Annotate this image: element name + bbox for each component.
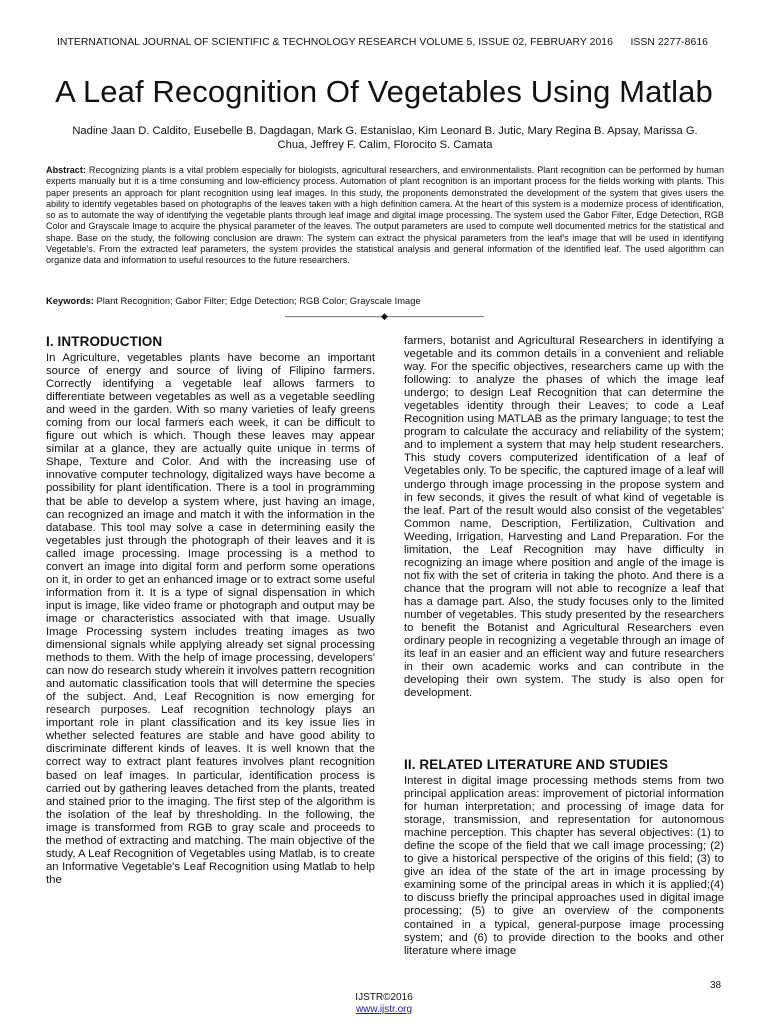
abstract-label: Abstract:	[46, 165, 86, 175]
abstract-text: Recognizing plants is a vital problem especially for biologists, agricultural researchers, and environmentalists. Plant recognition can be performed by human experts manually but it is a time consuming and low-efficiency process. Automation of plant recognition is an important process for the fields working with plants. This paper presents an approach for plant recognition using leaf images. In this study, the proponents demonstrated the development of the system that gives users the ability to identify vegetables based on photographs of the leaves taken with a high definition camera. At the heart of this system is a modernize process of identification, so as to automate the way of identifying the vegetable plants through leaf image and digital image processing. The system used the Gabor Filter, Edge Detection, RGB Color and Grayscale Image to acquire the physical parameter of the leaves. The output parameters are used to compute well documented metrics for the statistical and shape. Base on the study, the following conclusion are drawn: The system can extract the physical parameters from the leaf's image that will be used in identifying Vegetable's. From the extracted leaf parameters, the system provides the statistical analysis and general information of the identified leaf. The used algorithm can organize data and information to useful resources to the future researchers.	[46, 165, 724, 266]
author-list: Nadine Jaan D. Caldito, Eusebelle B. Dagdagan, Mark G. Estanislao, Kim Leonard B. Jutic, Mary Regina B. Apsay, Marissa G. Chua, Jeffrey F. Calim, Florocito S. Camata	[72, 125, 698, 151]
related-literature-text: Interest in digital image processing methods stems from two principal application areas: improvement of pictorial information for human interpretation; and processing of image data for storage, transmission, and representation for autonomous machine perception. This chapter has several objectives: (1) to define the scope of the field that we call image processing; (2) to give a historical perspective of the origins of this field; (3) to give an idea of the state of the art in image processing by examining some of the principal areas in which it is applied;(4) to discuss briefly the principal approaches used in digital image processing; (5) to give an overview of the components contained in a typical, general-purpose image processing system; and (6) to provide direction to the books and other literature where image	[404, 775, 724, 957]
page-number: 38	[710, 980, 722, 991]
issn-number: ISSN 2277-8616	[630, 37, 708, 48]
keywords-text: Plant Recognition; Gabor Filter; Edge Detection; RGB Color; Grayscale Image	[96, 295, 421, 306]
introduction-text: In Agriculture, vegetables plants have become an important source of energy and source of living of Filipino farmers. Correctly identifying a vegetable leaf allows farmers to differentiate between vegetables as well as a vegetable seedling and weed in the garden. With so many varieties of leafy greens coming from our local farmers each week, it can be difficult to figure out which is which. Though these leaves may appear similar at a glance, they are actually quite unique in terms of Shape, Texture and Color. And with the increasing use of innovative computer technology, digitalized ways have become a possibility for plant identification. There is a tool in programming that be able to develop a system where, just having an image, can recognized an image and match it with the information in the database. This tool may solve a case in determining easily the vegetables just through the photograph of their leaves and it is called image processing. Image processing is a method to convert an image into digital form and perform some operations on it, in order to get an enhanced image or to extract some useful information from it. It is a type of signal dispensation in which input is image, like video frame or photograph and output may be image or characteristics associated with that image. Usually Image Processing system includes treating images as two dimensional signals while applying already set signal processing methods to them. With the help of image processing, developers' can now do research study wherein it involves pattern recognition and automatic classification tools that will determine the species of the subject. And, Leaf Recognition is now emerging for research purposes. Leaf recognition technology plays an important role in plant classification and its key issue lies in whether selected features are stable and have good ability to discriminate different kinds of leaves. It is well known that the correct way to extract plant features involves plant recognition based on leaf images. In particular, identification process is carried out by gathering leaves detached from the plants, treated and stained prior to the imaging. The first step of the algorithm is the isolation of the leaf by thresholding. In the following, the image is transformed from RGB to gray scale and proceeds to the method of extracting and matching. The main objective of the study, A Leaf Recognition of Vegetables using Matlab, is to create an Informative Vegetable's Leaf Recognition using Matlab to help the	[46, 352, 375, 886]
introduction-continued-text: farmers, botanist and Agricultural Researchers in identifying a vegetable and its common details in a convenient and reliable way. For the specific objectives, researchers came up with the following: to analyze the phases of which the image leaf undergo; to design Leaf Recognition that can determine the vegetables identity through their Leaves; to code a Leaf Recognition using MATLAB as the primary language; to test the program to calculate the accuracy and reliability of the system; and to implement a system that may help student researchers. This study covers computerized identification of a leaf of Vegetables only. To be specific, the captured image of a leaf will undergo through image processing in the propose system and in few seconds, it gives the result of what kind of vegetable is the leaf. Part of the result would also consist of the vegetables' Common name, Description, Fertilization, Cultivation and Weeding, Irrigation, Harvesting and Land Preparation. For the limitation, the Leaf Recognition may have difficulty in recognizing an image where position and angle of the image is not fix with the set of criteria in taking the photo. And there is a chance that the program will not able to recognize a leaf that has a damage part. Also, the study focuses only to the limited number of vegetables. This study presented by the researchers to benefit the Botanist and Agricultural Researchers even ordinary people in recognizing a vegetable through an image of its leaf in an easier and an efficient way and future researchers in their own academic works and can contribute in the developing their own system. The study is also open for development.	[404, 335, 724, 700]
page-footer	[0, 992, 768, 1016]
journal-url-link[interactable]: www.ijstr.org	[355, 1004, 413, 1015]
journal-name: INTERNATIONAL JOURNAL OF SCIENTIFIC & TECHNOLOGY RESEARCH VOLUME 5, ISSUE 02, FEBRUARY 2016	[57, 37, 613, 48]
keywords-line	[46, 295, 724, 306]
section-divider: ————————————◆————————————	[285, 311, 483, 321]
paper-title: A Leaf Recognition Of Vegetables Using Matlab	[55, 74, 713, 109]
introduction-heading: I. INTRODUCTION	[46, 334, 163, 349]
copyright-text: IJSTR©2016	[355, 992, 413, 1003]
abstract-block	[46, 165, 724, 267]
journal-header	[57, 37, 708, 48]
related-literature-heading: II. RELATED LITERATURE AND STUDIES	[404, 757, 669, 772]
keywords-label: Keywords:	[46, 295, 94, 306]
